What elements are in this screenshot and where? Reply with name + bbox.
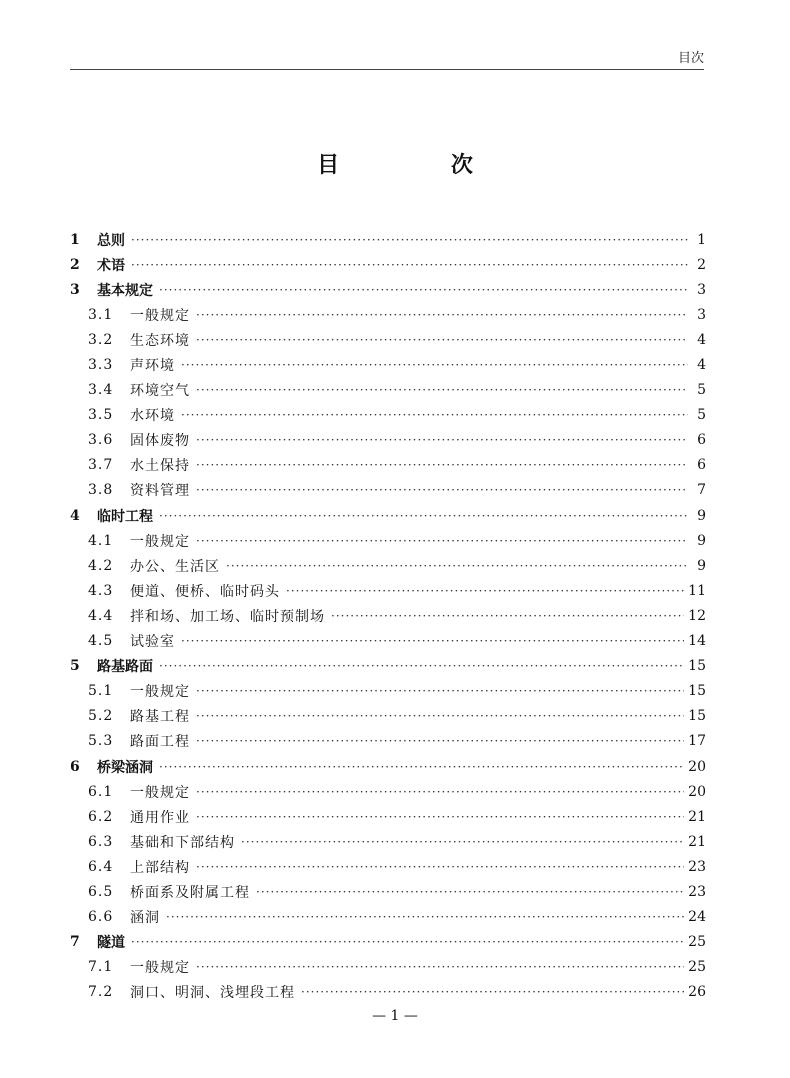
dot-leader (196, 483, 688, 497)
toc-chapter-entry[interactable] (70, 227, 706, 252)
toc-entry-title: 水环境 (130, 408, 175, 425)
toc-page-number: 15 (688, 683, 706, 700)
toc-section-entry[interactable] (70, 302, 706, 327)
dot-leader (181, 408, 688, 422)
toc-entry-title: 办公、生活区 (130, 558, 220, 575)
toc-section-entry[interactable] (70, 804, 706, 829)
toc-entry-number: 7.1 (88, 959, 114, 976)
dot-leader (131, 233, 688, 247)
toc-section-entry[interactable] (70, 428, 706, 453)
toc-entry-number: 1 (70, 231, 80, 248)
dot-leader (196, 785, 684, 799)
toc-entry-number: 3.7 (88, 457, 114, 474)
toc-entry-number: 3.3 (88, 357, 114, 374)
toc-section-entry[interactable] (70, 478, 706, 503)
toc-entry-title: 环境空气 (130, 383, 190, 400)
toc-section-entry[interactable] (70, 629, 706, 654)
dot-leader (196, 734, 684, 748)
toc-section-entry[interactable] (70, 879, 706, 904)
toc-page-number: 4 (697, 357, 706, 374)
toc-entry-number: 3.6 (88, 432, 114, 449)
toc-page-number: 4 (697, 331, 706, 348)
toc-section-entry[interactable] (70, 528, 706, 553)
toc-section-entry[interactable] (70, 729, 706, 754)
dot-leader (166, 910, 684, 924)
toc-entry-number: 3.4 (88, 382, 114, 399)
toc-section-entry[interactable] (70, 352, 706, 377)
toc-entry-title: 隧道 (97, 935, 125, 952)
toc-entry-number: 4.2 (88, 557, 114, 574)
running-head: 目次 (677, 51, 704, 66)
toc-page-number: 9 (697, 507, 706, 524)
toc-section-entry[interactable] (70, 578, 706, 603)
dot-leader (331, 609, 684, 623)
toc-section-entry[interactable] (70, 327, 706, 352)
toc-page-number: 2 (697, 256, 706, 273)
toc-entry-number: 5.3 (88, 733, 114, 750)
dot-leader (131, 258, 688, 272)
toc-entry-title: 涵洞 (130, 910, 160, 927)
toc-page-number: 21 (688, 808, 706, 825)
toc-entry-title: 路基工程 (130, 709, 190, 726)
toc-entry-number: 6.6 (88, 909, 114, 926)
toc-entry-number: 7.2 (88, 984, 114, 1001)
toc-entry-title: 一般规定 (130, 533, 190, 550)
toc-page-number: 12 (688, 607, 706, 624)
toc-page-number: 11 (688, 582, 706, 599)
toc-entry-number: 4.3 (88, 582, 114, 599)
toc-entry-number: 4.1 (88, 532, 114, 549)
dot-leader (196, 709, 684, 723)
toc-entry-title: 一般规定 (130, 307, 190, 324)
toc-section-entry[interactable] (70, 453, 706, 478)
dot-leader (181, 634, 684, 648)
toc-page-number: 6 (697, 432, 706, 449)
dot-leader (196, 960, 684, 974)
toc-chapter-entry[interactable] (70, 654, 706, 679)
toc-page-number: 23 (688, 883, 706, 900)
dot-leader (301, 985, 684, 999)
toc-entry-title: 一般规定 (130, 684, 190, 701)
toc-page-number: 6 (697, 457, 706, 474)
toc-entry-number: 6.4 (88, 858, 114, 875)
toc-entry-title: 一般规定 (130, 784, 190, 801)
toc-entry-number: 6.1 (88, 783, 114, 800)
toc-chapter-entry[interactable] (70, 252, 706, 277)
toc-page-number: 21 (688, 833, 706, 850)
toc-section-entry[interactable] (70, 905, 706, 930)
toc-entry-title: 声环境 (130, 358, 175, 375)
toc-entry-number: 6.5 (88, 883, 114, 900)
page-folio: — 1 — (372, 1008, 418, 1024)
toc-section-entry[interactable] (70, 679, 706, 704)
toc-entry-title: 便道、便桥、临时码头 (130, 583, 280, 600)
header-rule (70, 69, 704, 70)
toc-entry-title: 路基路面 (97, 659, 153, 676)
dot-leader (286, 584, 684, 598)
toc-entry-number: 7 (70, 934, 80, 951)
dot-leader (241, 835, 684, 849)
toc-page-number: 1 (697, 231, 706, 248)
toc-page-number: 14 (688, 633, 706, 650)
toc-entry-number: 6.2 (88, 808, 114, 825)
toc-entry-title: 生态环境 (130, 332, 190, 349)
toc-entry-number: 3.8 (88, 482, 114, 499)
toc-entry-number: 3 (70, 281, 80, 298)
toc-section-entry[interactable] (70, 854, 706, 879)
toc-entry-title: 总则 (97, 232, 125, 249)
toc-page-number: 9 (697, 557, 706, 574)
toc-entry-title: 基本规定 (97, 282, 153, 299)
toc-entry-number: 3.5 (88, 407, 114, 424)
toc-page-number: 25 (688, 934, 706, 951)
toc-entry-title: 通用作业 (130, 809, 190, 826)
toc-page-number: 5 (697, 382, 706, 399)
toc-entry-title: 拌和场、加工场、临时预制场 (130, 608, 325, 625)
dot-leader (181, 358, 688, 372)
toc-section-entry[interactable] (70, 403, 706, 428)
toc-entry-number: 4.5 (88, 633, 114, 650)
toc-entry-number: 3.2 (88, 331, 114, 348)
dot-leader (196, 333, 688, 347)
toc-section-entry[interactable] (70, 955, 706, 980)
toc-entry-number: 4 (70, 507, 80, 524)
dot-leader (159, 659, 684, 673)
toc-chapter-entry[interactable] (70, 930, 706, 955)
toc-section-entry[interactable] (70, 378, 706, 403)
toc-section-entry[interactable] (70, 704, 706, 729)
toc-entry-number: 5 (70, 658, 80, 675)
toc-section-entry[interactable] (70, 779, 706, 804)
dot-leader (196, 860, 684, 874)
toc-entry-title: 一般规定 (130, 960, 190, 977)
toc-page-number: 5 (697, 407, 706, 424)
dot-leader (159, 509, 688, 523)
toc-page-number: 23 (688, 858, 706, 875)
toc-entry-title: 洞口、明洞、浅埋段工程 (130, 985, 295, 1002)
toc-entry-number: 5.2 (88, 708, 114, 725)
toc-page-number: 15 (688, 658, 706, 675)
toc-entry-title: 基础和下部结构 (130, 834, 235, 851)
toc-chapter-entry[interactable] (70, 503, 706, 528)
toc-page-number: 26 (688, 984, 706, 1001)
toc-entry-title: 桥面系及附属工程 (130, 884, 250, 901)
toc-page-number: 3 (697, 306, 706, 323)
toc-page-number: 3 (697, 281, 706, 298)
toc-entry-title: 水土保持 (130, 458, 190, 475)
toc-page-number: 25 (688, 959, 706, 976)
dot-leader (131, 935, 684, 949)
toc-chapter-entry[interactable] (70, 277, 706, 302)
dot-leader (196, 383, 688, 397)
page-title: 目 次 (317, 152, 525, 178)
toc-entry-title: 术语 (97, 257, 125, 274)
toc-page-number: 17 (688, 733, 706, 750)
toc-entry-title: 临时工程 (97, 508, 153, 525)
dot-leader (159, 760, 684, 774)
toc-page-number: 24 (688, 909, 706, 926)
toc-page-number: 15 (688, 708, 706, 725)
toc-entry-title: 资料管理 (130, 483, 190, 500)
toc-entry-title: 路面工程 (130, 734, 190, 751)
toc-section-entry[interactable] (70, 603, 706, 628)
toc-section-entry[interactable] (70, 829, 706, 854)
dot-leader (256, 885, 684, 899)
dot-leader (196, 308, 688, 322)
toc-page-number: 20 (688, 758, 706, 775)
toc-entry-title: 试验室 (130, 634, 175, 651)
toc-entry-number: 4.4 (88, 607, 114, 624)
table-of-contents (70, 227, 706, 1005)
toc-entry-title: 固体废物 (130, 433, 190, 450)
dot-leader (196, 684, 684, 698)
toc-entry-number: 3.1 (88, 306, 114, 323)
toc-page-number: 9 (697, 532, 706, 549)
dot-leader (159, 283, 688, 297)
toc-entry-number: 5.1 (88, 683, 114, 700)
toc-section-entry[interactable] (70, 980, 706, 1005)
toc-page-number: 7 (697, 482, 706, 499)
toc-entry-number: 6.3 (88, 833, 114, 850)
toc-entry-number: 2 (70, 256, 80, 273)
toc-entry-number: 6 (70, 758, 80, 775)
toc-entry-title: 上部结构 (130, 859, 190, 876)
dot-leader (196, 458, 688, 472)
toc-chapter-entry[interactable] (70, 754, 706, 779)
dot-leader (196, 433, 688, 447)
toc-section-entry[interactable] (70, 553, 706, 578)
toc-page-number: 20 (688, 783, 706, 800)
dot-leader (196, 534, 688, 548)
dot-leader (196, 810, 684, 824)
dot-leader (226, 559, 688, 573)
toc-entry-title: 桥梁涵洞 (97, 759, 153, 776)
